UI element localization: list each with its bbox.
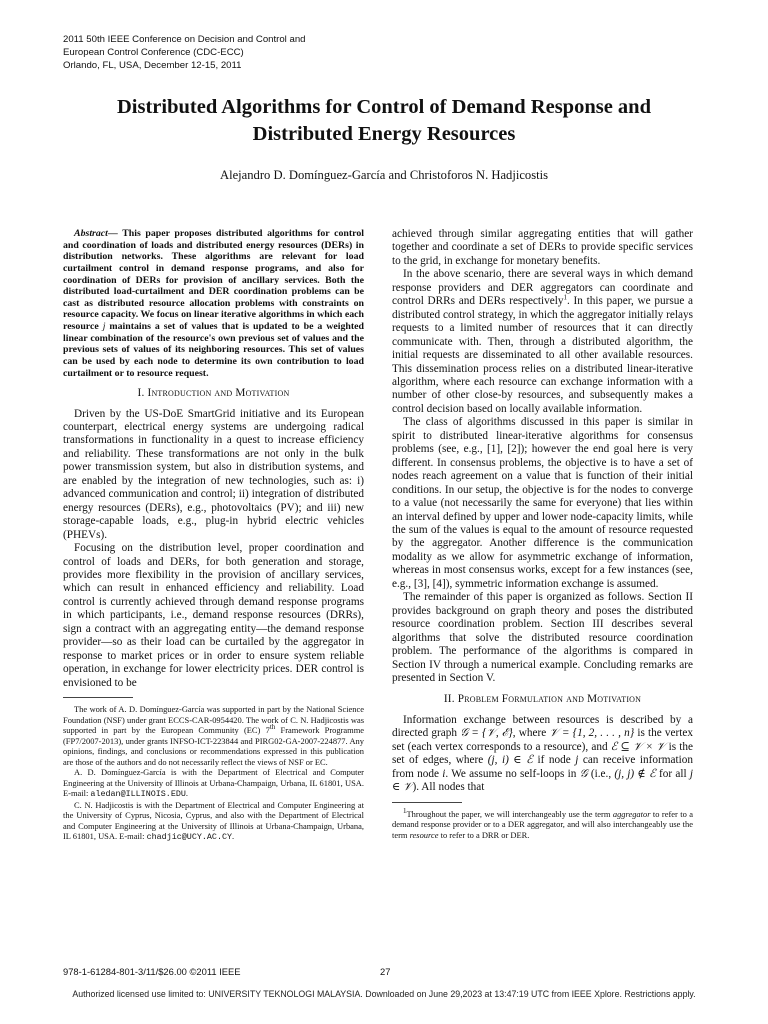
conference-line-1: 2011 50th IEEE Conference on Decision and Control and <box>63 34 306 45</box>
author-list: Alejandro D. Domínguez-García and Christoforos N. Hadjicostis <box>219 168 549 182</box>
right-paragraph-1-a: In the above scenario, there are several ways in which demand response providers and DER aggregators can coordinate and control DRRs and DERs respectively <box>392 268 693 308</box>
abstract-dash: — <box>107 228 123 239</box>
s2-math-noloop: (j, j) ∉ ℰ <box>614 767 656 780</box>
s2-math-vertex-set: 𝒱 = {1, 2, . . . , n} <box>549 727 635 740</box>
s2-math-g: 𝒢 <box>579 767 588 780</box>
section-2-heading: II. Problem Formulation and Motivation <box>443 693 642 706</box>
footnote-rule <box>63 697 133 698</box>
intro-paragraph-1: Driven by the US-DoE SmartGrid initiative and its European counterpart, electrical energy systems are undergoing radical transformations in functionality in a quest to increase efficiency and reliability. These transformations are not only in the bulk power transmission system, but also in distribution systems, and are enabled by the integration of new technologies, such as: i) advanced communication and control; ii) integration of distributed energy resources (DERs), e.g., photovoltaics (PV); and iii) new storage-capable loads, e.g., plug-in hybrid electric vehicles (PHEVs). <box>63 407 364 541</box>
s2-text-5: if node <box>532 754 576 767</box>
conference-line-2: European Control Conference (CDC-ECC) <box>63 47 244 58</box>
s2-math-edge-set: ℰ ⊆ 𝒱 × 𝒱 <box>610 740 666 753</box>
author-1-email[interactable]: aledan@ILLINOIS.EDU <box>90 789 186 800</box>
right-column <box>392 228 693 840</box>
s2-math-graph: 𝒢 = {𝒱, ℰ} <box>460 727 513 740</box>
footnote-1-b: to refer to a demand response provider or to a DER aggregator, and will also interchangeably use the term <box>392 808 693 840</box>
footnote-rule-right <box>392 802 462 803</box>
footnote-1-c: to refer to a DRR or DER. <box>438 829 530 840</box>
funding-note-2-end: . <box>185 788 189 799</box>
funding-note-1-text: The work of A. D. Domínguez-García was supported in part by the National Science Foundation (NSF) under grant ECCS-CAR-0954420. The work of C. N. Hadjicostis was supported in part by the European Community (EC) 7 <box>63 704 364 736</box>
s2-text-6: can receive information from node <box>392 754 694 780</box>
funding-note-3-text: C. N. Hadjicostis is with the Department of Electrical and Computer Engineering at the University of Cyprus, Nicosia, Cyprus, and also with the Department of Electrical and Computer Engineering at the University of Illinois at Urbana-Champaign, Urbana, IL 61801, USA. E-mail: <box>63 799 364 842</box>
s2-text-7: . We assume no self-loops in <box>445 767 580 780</box>
funding-note-3 <box>63 800 364 843</box>
title-line-2: Distributed Energy Resources <box>252 123 516 145</box>
funding-note-2-text: A. D. Domínguez-García is with the Department of Electrical and Computer Engineering at the University of Illinois at Urbana-Champaign, Urbana, IL 61801, USA. E-mail: <box>63 767 364 799</box>
conference-line-3: Orlando, FL, USA, December 12-15, 2011 <box>63 60 242 71</box>
footnote-1-em-aggregator: aggregator <box>612 808 651 819</box>
abstract-text-a: This paper proposes distributed algorithms for control and coordination of loads and distributed energy resources (DERs) in distribution networks. These algorithms are relevant for load curtailment control in demand response programs, and also for coordination of DERs for provision of ancillary services. Both the distributed load-curtailment and DER coordination problems can be cast as distributed resource allocation problems with constraints on resource capacity. We focus on linear iterative algorithms in which each resource <box>63 228 364 332</box>
abstract-symbol-j: j <box>102 321 106 332</box>
s2-math-edge: (j, i) ∈ ℰ <box>487 754 533 767</box>
funding-note-3-end: . <box>232 831 235 842</box>
page-number: 27 <box>380 966 391 977</box>
s2-math-forall: j ∈ 𝒱 <box>392 767 693 794</box>
footnote-1-mark: 1 <box>403 806 407 815</box>
funding-note-2 <box>63 767 364 800</box>
right-paragraph-0: achieved through similar aggregating entities that will gather together and coordinate a set of DERs to provide specific services to the grid, in exchange for monetary benefits. <box>392 228 693 267</box>
s2-text-4: is the set of edges, where <box>392 740 693 767</box>
abstract-label: Abstract <box>74 228 108 239</box>
s2-text-3: is the vertex set (each vertex corresponds to a resource), and <box>392 727 693 753</box>
footnote-1-a: Throughout the paper, we will interchangeably use the term <box>406 808 613 819</box>
author-2-email[interactable]: chadjic@UCY.AC.CY <box>146 832 233 843</box>
right-paragraph-3: The remainder of this paper is organized as follows. Section II provides background on graph theory and poses the distributed resource coordination problem. Section III describes several algorithms that solve the distributed resource coordination problem. The performance of the algorithms is compared in Section IV through a numerical example. Concluding remarks are presented in Section V. <box>392 591 693 684</box>
title-line-1: Distributed Algorithms for Control of Demand Response and <box>117 96 651 118</box>
s2-math-i: i <box>442 767 446 780</box>
paper-title <box>60 94 708 148</box>
right-paragraph-1 <box>392 268 693 416</box>
footnote-ref-1[interactable]: 1 <box>563 293 568 302</box>
s2-text-10: ). All nodes that <box>412 781 485 794</box>
s2-text-9: for all <box>655 767 690 780</box>
right-paragraph-2: The class of algorithms discussed in this paper is similar in spirit to distributed linear-iterative algorithms for consensus problems (see, e.g., [1], [2]); however the end goal here is very different. In consensus problems, the objective is to have a set of nodes reach agreement on a value that is function of their initial conditions. In our setup, the objective is for the nodes to converge to a value (not necessarily the same for everyone) that lies within an interval defined by upper and lower node-capacity limits, while the sum of the values is equal to the amount of resource requested by the aggregator. Another difference is the communication modality as we allow for asymmetric exchange of information, whereas in most consensus works, except for a few instances (see, e.g., [3], [4]), symmetric information exchange is assumed. <box>392 416 693 590</box>
funding-note-1-rest: Framework Programme (FP7/2007-2013), under grants INFSO-ICT-223844 and PIRG02-GA-2007-224877. Any opinions, findings, and conclusions or recommendations expressed in this publication are those of the authors and do not necessarily reflect the views of NSF or EC. <box>63 725 365 767</box>
intro-paragraph-2: Focusing on the distribution level, proper coordination and control of loads and DERs, for both generation and storage, provides more flexibility in the provision of ancillary services, which can result in enhanced efficiency and reliability. Load control is currently achieved through demand response programs in which participants, i.e., demand response resources (DRRs), sign a contract with an aggregating entity—the demand response provider—so as their load can be curtailed by the aggregator in response to market prices or in order to ensure system reliable operation, in exchange for lower electricity prices. DER control is envisioned to be <box>63 542 364 689</box>
funding-note-1 <box>63 704 364 767</box>
s2-text-2: , where <box>512 727 550 740</box>
abstract <box>63 228 364 379</box>
s2-math-j: j <box>575 754 579 767</box>
section-1-heading: I. Introduction and Motivation <box>137 387 290 400</box>
section-2-paragraph <box>392 714 693 795</box>
right-paragraph-1-b: . In this paper, we pursue a distributed control strategy, in which the aggregator initially relays requests to a limited number of resources that it can directly communicate with. Then, through a distributed algorithm, the initial requests are disseminated to all other available resources. This dissemination process relies on a distributed linear-iterative algorithm, where each resource can exchange information with a number of other close-by resources, and subsequently makes a control decision based on locally available information. <box>392 295 693 415</box>
funding-note-1-sup: th <box>269 723 276 732</box>
isbn-line: 978-1-61284-801-3/11/$26.00 ©2011 IEEE <box>63 966 241 977</box>
conference-info <box>63 33 383 72</box>
s2-text-8: (i.e., <box>587 767 615 780</box>
s2-text-1: Information exchange between resources is described by a directed graph <box>392 713 693 740</box>
abstract-text-b: maintains a set of values that is updated to be a weighted linear combination of the resource's own previous set of values and the previous sets of values of its neighboring resources. This set of values can be used by each node to determine its own contribution to load curtailment or to resource request. <box>63 321 365 379</box>
footnote-1 <box>392 806 693 841</box>
left-column <box>63 228 364 843</box>
download-notice: Authorized licensed use limited to: UNIVERSITY TEKNOLOGI MALAYSIA. Downloaded on June 29,2023 at 13:47:19 UTC from IEEE Xplore. Restrictions apply. <box>72 989 696 999</box>
footnote-1-em-resource: resource <box>409 829 439 840</box>
